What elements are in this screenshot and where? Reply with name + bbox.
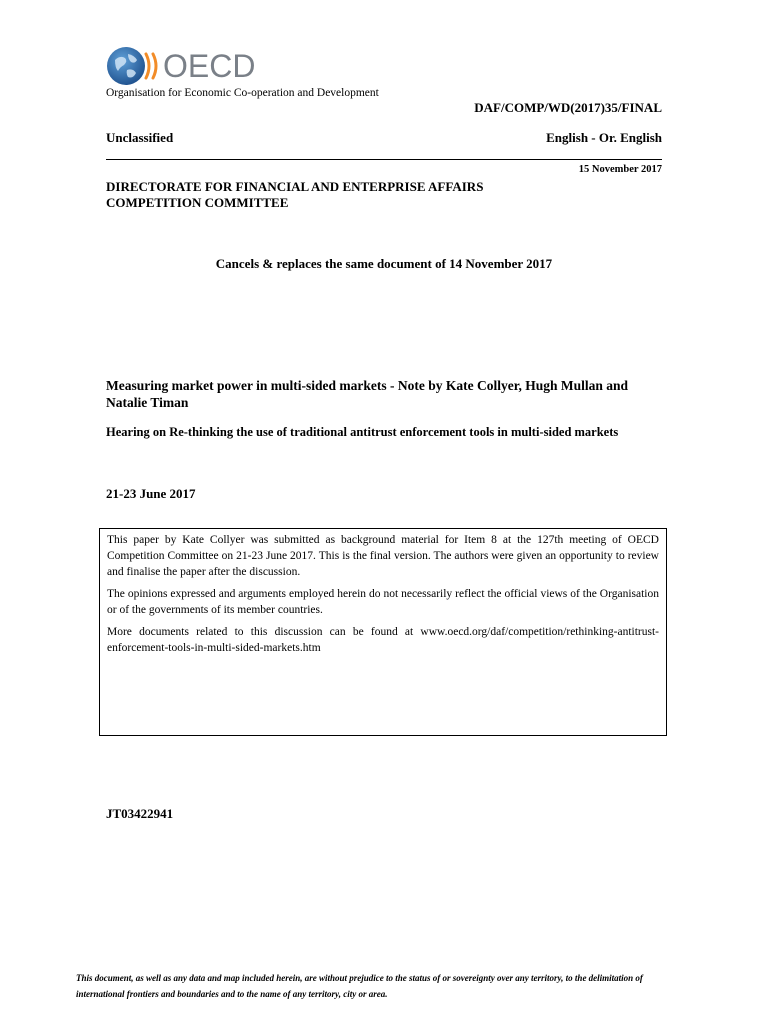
directorate-block: [106, 179, 483, 211]
notice-paragraph-link: More documents related to this discussion can be found at www.oecd.org/daf/competition/rethinking-antitrust-enforcement-tools-in-multi-sided-markets.htm: [107, 626, 659, 654]
cancels-notice: Cancels & replaces the same document of 14 November 2017: [215, 256, 553, 271]
classification-label: Unclassified: [106, 130, 174, 145]
directorate-name: DIRECTORATE FOR FINANCIAL AND ENTERPRISE AFFAIRS: [106, 179, 484, 194]
header-divider: [106, 159, 662, 160]
language-label: English - Or. English: [546, 130, 662, 145]
organisation-name: Organisation for Economic Co-operation and Development: [106, 87, 379, 99]
footer-disclaimer: This document, as well as any data and map included herein, are without prejudice to the status of or sovereignty over any territory, to the delimitation of international frontiers and boundaries and to the name of any territory, city or area.: [76, 973, 643, 999]
document-title: Measuring market power in multi-sided markets - Note by Kate Collyer, Hugh Mullan and Natalie Timan: [106, 378, 628, 410]
document-code: JT03422941: [106, 806, 174, 821]
document-reference: DAF/COMP/WD(2017)35/FINAL: [474, 100, 662, 115]
committee-name: COMPETITION COMMITTEE: [106, 195, 289, 210]
notice-paragraph: The opinions expressed and arguments employed herein do not necessarily reflect the official views of the Organisation or of the governments of its member countries.: [107, 588, 659, 616]
notice-paragraph: This paper by Kate Collyer was submitted as background material for Item 8 at the 127th meeting of OECD Competition Committee on 21-23 June 2017. This is the final version. The authors were given an opportunity to review and finalise the paper after the discussion.: [107, 534, 659, 578]
hearing-title: Hearing on Re-thinking the use of traditional antitrust enforcement tools in multi-sided markets: [106, 425, 619, 439]
document-date: 15 November 2017: [578, 164, 662, 175]
meeting-dates: 21-23 June 2017: [106, 486, 196, 501]
oecd-logo: [106, 46, 276, 86]
notice-box: [99, 528, 667, 736]
logo-text: OECD: [163, 48, 256, 84]
oecd-globe-icon: [106, 46, 276, 86]
